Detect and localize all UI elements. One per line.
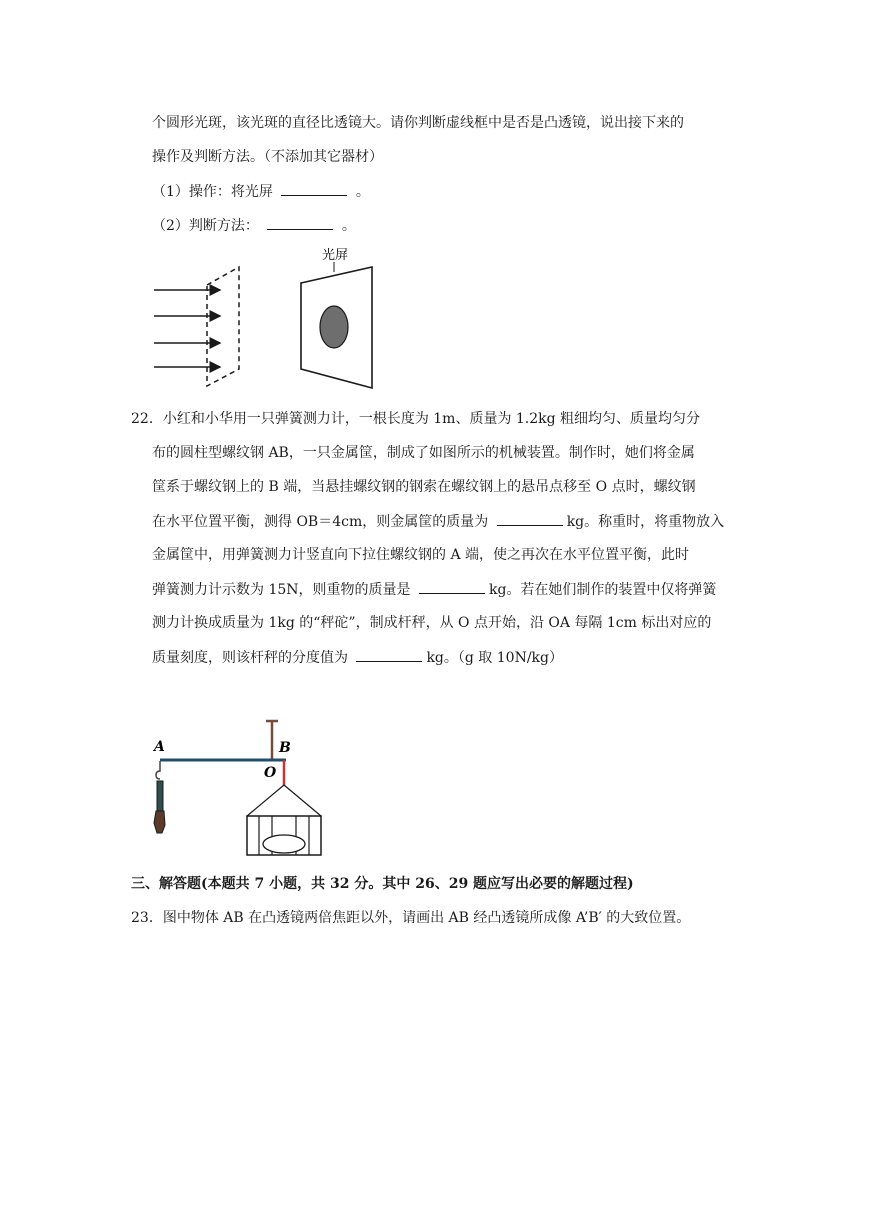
q21-item-2-prefix: （2）判断方法： bbox=[152, 218, 259, 234]
q22-line-6-prefix: 弹簧测力计示数为 15N，则重物的质量是 bbox=[152, 582, 411, 598]
q22-line-8-suffix: kg。（g 取 10N/kg） bbox=[426, 650, 563, 666]
label-b: B bbox=[279, 740, 291, 756]
q21-item-1-suffix: 。 bbox=[355, 184, 370, 200]
light-spot bbox=[320, 306, 348, 348]
label-o: O bbox=[264, 765, 277, 781]
hand-icon bbox=[154, 811, 165, 833]
weight-object bbox=[263, 835, 305, 853]
basket-rope-right bbox=[284, 785, 321, 816]
q22-text-line-7: 测力计换成质量为 1kg 的“秤砣”，制成杆秤，从 O 点开始，沿 OA 每隔 1cm 标出对应的 bbox=[152, 615, 712, 631]
q22-line-8-prefix: 质量刻度，则该杆秤的分度值为 bbox=[152, 650, 348, 666]
q22-text-line-3: 筐系于螺纹钢上的 B 端，当悬挂螺纹钢的钢索在螺纹钢上的悬吊点移至 O 点时，螺纹钢 bbox=[152, 479, 696, 495]
section-3-heading: 三、解答题(本题共 7 小题，共 32 分。其中 26、29 题应写出必要的解题过程) bbox=[131, 876, 634, 892]
q23-text: 23．图中物体 AB 在凸透镜两倍焦距以外，请画出 AB 经凸透镜所成像 A’B′ 的大致位置。 bbox=[131, 910, 691, 926]
q22-text-line-6 bbox=[152, 579, 716, 600]
spring-scale bbox=[157, 781, 163, 811]
q21-text-line-1: 个圆形光斑，该光斑的直径比透镜大。请你判断虚线框中是否是凸透镜，说出接下来的 bbox=[152, 115, 684, 131]
q22-text-line-8 bbox=[152, 647, 563, 668]
q22-answer-blank-3[interactable] bbox=[356, 647, 422, 662]
q22-figure bbox=[150, 715, 350, 860]
q22-line-4-prefix: 在水平位置平衡，测得 OB＝4cm，则金属筐的质量为 bbox=[152, 514, 489, 530]
q21-text-line-2: 操作及判断方法。（不添加其它器材） bbox=[152, 149, 383, 165]
q21-answer-blank-1[interactable] bbox=[281, 181, 347, 196]
dashed-lens-box bbox=[207, 267, 239, 386]
q21-figure bbox=[150, 245, 390, 395]
q22-text-line-5: 金属筐中，用弹簧测力计竖直向下拉住螺纹钢的 A 端，使之再次在水平位置平衡，此时 bbox=[152, 547, 690, 563]
q22-line-6-suffix: kg。若在她们制作的装置中仅将弹簧 bbox=[488, 582, 717, 598]
q22-answer-blank-2[interactable] bbox=[419, 579, 485, 594]
q21-item-2 bbox=[152, 215, 356, 236]
q22-line-4-suffix: kg。称重时，将重物放入 bbox=[566, 514, 725, 530]
q22-answer-blank-1[interactable] bbox=[497, 511, 563, 526]
q21-item-1 bbox=[152, 181, 370, 202]
hook-icon bbox=[156, 761, 160, 779]
label-a: A bbox=[154, 739, 165, 755]
q21-item-2-suffix: 。 bbox=[341, 218, 356, 234]
screen-label: 光屏 bbox=[322, 248, 349, 263]
q22-text-line-1: 22．小红和小华用一只弹簧测力计，一根长度为 1m、质量为 1.2kg 粗细均匀、质量均匀分 bbox=[131, 411, 701, 427]
q21-item-1-prefix: （1）操作：将光屏 bbox=[152, 184, 273, 200]
q22-text-line-4 bbox=[152, 511, 724, 532]
basket-rope-left bbox=[247, 785, 284, 816]
q21-answer-blank-2[interactable] bbox=[267, 215, 333, 230]
q22-text-line-2: 布的圆柱型螺纹钢 AB，一只金属筐，制成了如图所示的机械装置。制作时，她们将金属 bbox=[152, 445, 695, 461]
